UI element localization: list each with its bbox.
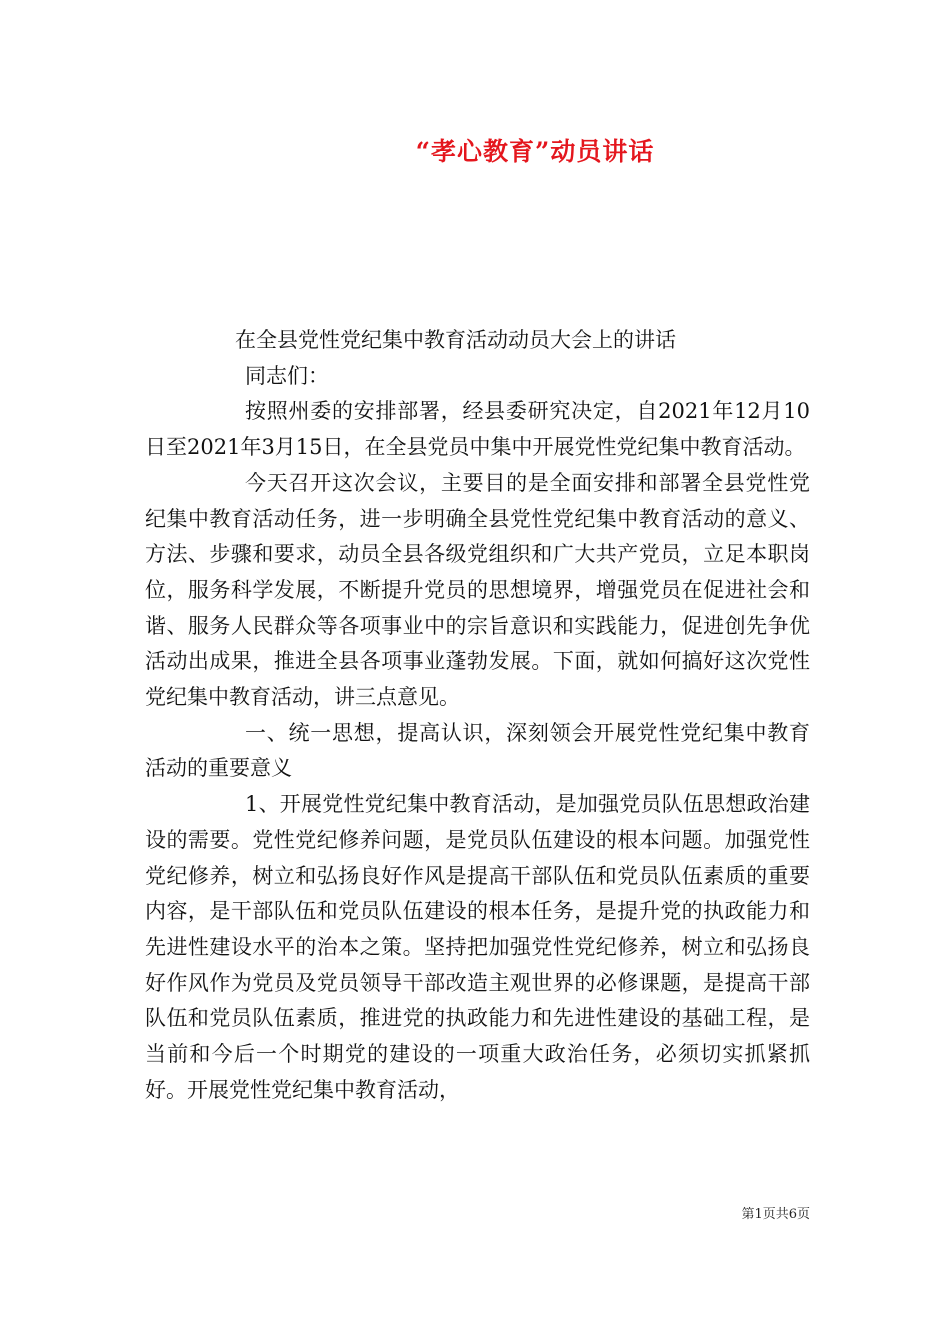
document-body (145, 323, 810, 1108)
speech-subtitle: 在全县党性党纪集中教育活动动员大会上的讲话 (235, 328, 676, 352)
salutation: 同志们： (245, 363, 329, 388)
paragraph-1: 按照州委的安排部署，经县委研究决定，自2021年12月10日至2021年3月15日，在全县党员中集中开展党性党纪集中教育活动。 (145, 399, 810, 460)
section-heading-1: 一、统一思想，提高认识，深刻领会开展党性党纪集中教育活动的重要意义 (145, 720, 810, 781)
document-title: “孝心教育”动员讲话 (415, 137, 655, 166)
paragraph-3: 1、开展党性党纪集中教育活动，是加强党员队伍思想政治建设的需要。党性党纪修养问题，是党员队伍建设的根本问题。加强党性党纪修养，树立和弘扬良好作风是提高干部队伍和党员队伍素质的重要内容，是干部队伍和党员队伍建设的根本任务，是提升党的执政能力和先进性建设水平的治本之策。坚持把加强党性党纪修养，树立和弘扬良好作风作为党员及党员领导干部改造主观世界的必修课题，是提高干部队伍和党员队伍素质，推进党的执政能力和先进性建设的基础工程，是当前和今后一个时期党的建设的一项重大政治任务，必须切实抓紧抓好。开展党性党纪集中教育活动， (145, 792, 810, 1102)
paragraph-2: 今天召开这次会议，主要目的是全面安排和部署全县党性党纪集中教育活动任务，进一步明确全县党性党纪集中教育活动的意义、方法、步骤和要求，动员全县各级党组织和广大共产党员，立足本职岗位，服务科学发展，不断提升党员的思想境界，增强党员在促进社会和谐、服务人民群众等各项事业中的宗旨意识和实践能力，促进创先争优活动出成果，推进全县各项事业蓬勃发展。下面，就如何搞好这次党性党纪集中教育活动，讲三点意见。 (145, 470, 810, 710)
page-number: 第1页共6页 (741, 1207, 810, 1222)
